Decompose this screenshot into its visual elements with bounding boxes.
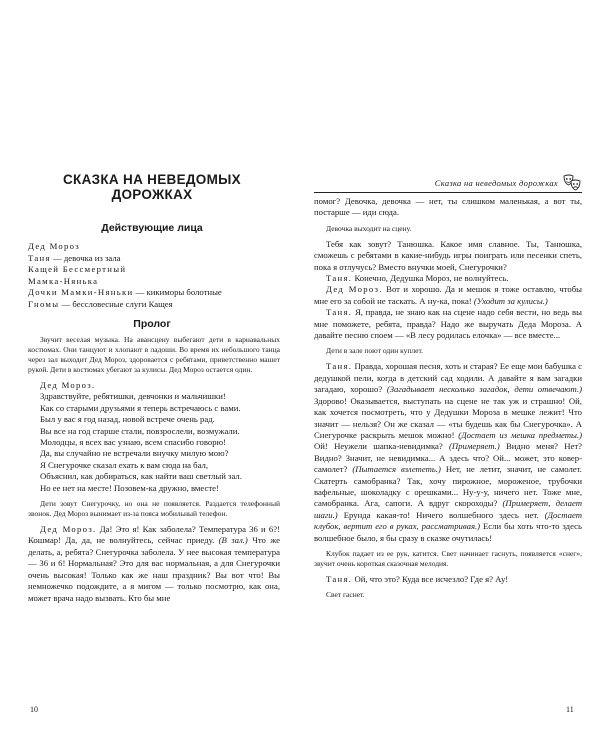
dialogue-paragraph: помог? Девочка, девочка — нет, ты слишком маленькая, а вот ты, постарше — иди сюда. <box>314 196 582 218</box>
prolog-heading: Пролог <box>133 318 171 330</box>
dialogue-paragraph: Таня. Правда, хорошая песня, хоть и старая? Ее еще мои бабушка с дедушкой пели, когда в детский сад ходили. А давайте я вам загадки загадаю, хорошо? (Загадывает несколько загадок, дети отвечают.) Здорово! Оказывается, выступать на сцене не так уж и страшно! Ой, как хочется посмотреть, что у Дедушки Мороза в мешке лежит! Что значит — нельзя? Он же сказал — «ты будешь как бы Снегурочка». А Снегурочке раскрыть мешок можно! (Достает из мешка предметы.) Ой! Неужели шапка-невидимка? (Примеряет.) Видно меня? Нет? Видно? Значит, не невидимка... А здесь что? Ой... может, это ковер-самолет? (Пытается взлететь.) Нет, не летит, значит, не самолет. Скатерть самобранка? Так, хочу пирожное, мороженое, трубочки вафельные, шоколадку с орешками... Ну-у-у, ничего нет. Тоже мне, самобранка. Ага, сапоги. А вдруг скороходы? (Примеряет, делает шаги.) Ерунда какая-то! Ничего волшебного здесь нет. (Достает клубок, вертит его в руках, рассматривая.) Если бы хоть что-то здесь волшебное было, я бы сразу в сказке очутилась! <box>314 361 583 543</box>
verse-line: Но ее нет на месте! Позовем-ка дружно, вместе! <box>40 482 219 493</box>
verse-line: Был у вас я год назад, новой встрече очень рад. <box>40 414 215 425</box>
dialogue-paragraph: Таня. Ой, что это? Куда все исчезло? Где я? Ау! <box>326 573 509 584</box>
dialogue-paragraph: Таня. Конечно, Дедушка Мороз, не волнуйтесь. <box>326 273 509 284</box>
page-number: 11 <box>566 705 574 714</box>
right-body <box>314 196 582 600</box>
stage-direction: Дети в зале поют один куплет. <box>326 346 424 356</box>
verse-line: Молодцы, я всех вас узнаю, всем спасибо говорю! <box>40 437 226 448</box>
stage-direction: Звучит веселая музыка. На авансцену выбегают дети в карнавальных костюмах. Они танцуют и хлопают в ладоши. Во время их небольшого танца через зал выходит Дед Мороз, здоровается с ребятами, приветственно машет рукой. Дети в костюмах убегают за кулисы. Дед Мороз остается один. <box>28 335 280 374</box>
cast-item: Дед Мороз <box>28 241 81 251</box>
cast-item: Таня — девочка из зала <box>28 252 121 263</box>
verse-line: Здравствуйте, ребятишки, девчонки и мальчишки! <box>40 391 226 402</box>
stage-direction: Девочка выходит на сцену. <box>326 223 412 233</box>
speaker-line: Дед Мороз. <box>40 380 96 390</box>
page-number: 10 <box>30 705 38 714</box>
verse-line: Да, вы случайно не встречали внучку милую мою? <box>40 448 229 459</box>
cast-heading: Действующие лица <box>101 222 203 234</box>
left-body <box>28 335 280 604</box>
cast-item: Дочки Мамки-Няньки — кикиморы болотные <box>28 287 222 298</box>
dialogue-paragraph: Таня. Я, правда, не знаю как на сцене надо себя вести, но ведь вы мне поможете, ребята, правда? Надо же выручать Деда Мороза. А давайте песню споем — «В лесу родилась елочка» — все вместе... <box>314 307 582 341</box>
stage-direction: Дети зовут Снегурочку, но она не появляется. Раздается телефонный звонок. Дед Мороз вынимает из-за пояса мобильный телефон. <box>28 499 280 519</box>
running-header-text: Сказка на неведомых дорожках <box>434 178 558 188</box>
verse-line: Как со старыми друзьями я теперь встречаюсь с вами. <box>40 402 241 413</box>
verse-line: Вы все на год старше стали, повзрослели, возмужали. <box>40 425 240 436</box>
cast-item: Мамка-Нянька <box>28 275 99 286</box>
stage-direction: Свет гаснет. <box>326 590 365 600</box>
cast-list <box>28 241 278 311</box>
verse-line: Объяснил, как добираться, как найти ваш светлый зал. <box>40 471 242 482</box>
cast-item: Гномы — бессловесные слуги Кащея <box>28 298 173 309</box>
dialogue-paragraph: Дед Мороз. Да! Это я! Как заболела? Температура 36 и 6?! Кошмар! Да, да, не волнуйтесь, сейчас приеду. (В зал.) Что же делать, а, ребята? Снегурочка заболела. У нее высокая температура — 36 и 6! Нормальная? Это для вас нормальная, а для Снегурочки очень высокая! Только как же наш праздник? Вы вот что! Вы немножечко подождите, а я мигом — только посмотрю, как она, может врача надо вызвать. Кто бы мне <box>28 524 280 603</box>
verse-block <box>28 391 280 494</box>
dialogue-paragraph: Дед Мороз. Вот и хорошо. Да и мешок я тоже оставлю, чтобы мне его за собой не таскать. А ну-ка, пока! (Уходит за кулисы.) <box>314 284 582 306</box>
cast-item: Кащей Бессмертный <box>28 264 127 275</box>
dialogue-paragraph: Тебя как зовут? Танюшка. Какое имя славное. Ты, Танюшка, сможешь с ребятами в какие-нибудь игры поиграть или песенки спеть, пока я отлучусь? Вместо внучки моей, Снегурочки? <box>314 238 582 272</box>
stage-direction: Клубок падает из ее рук, катится. Свет начинает гаснуть, появляется «снег», звучит очень короткая сказочная мелодия. <box>314 548 582 568</box>
page-title: СКАЗКА НА НЕВЕДОМЫХ ДОРОЖКАХ <box>63 172 241 202</box>
verse-line: Я Снегурочке сказал ехать к вам сюда на бал, <box>40 459 209 470</box>
